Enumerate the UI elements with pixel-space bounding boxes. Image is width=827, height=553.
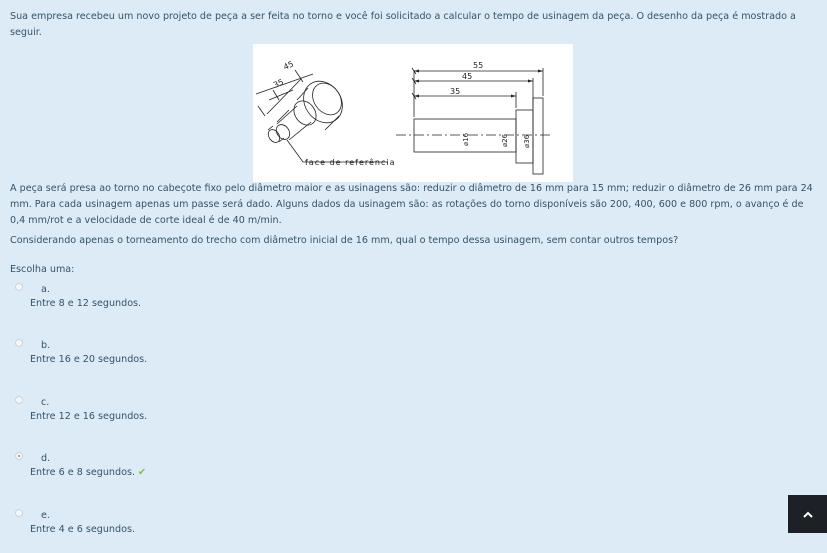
reference-face-label: face de referência — [305, 158, 396, 167]
technical-drawing — [253, 44, 573, 182]
option-d-text: Entre 6 e 8 segundos. — [30, 467, 136, 478]
option-c-letter: c. — [41, 397, 50, 408]
option-e-radio[interactable] — [15, 509, 23, 517]
scroll-to-top-button[interactable] — [788, 495, 827, 533]
option-b-letter: b. — [41, 340, 51, 351]
option-a-text[interactable]: Entre 8 e 12 segundos. — [30, 298, 142, 309]
choose-label: Escolha uma: — [10, 264, 75, 275]
option-a-letter: a. — [41, 284, 50, 295]
dimension-55: 55 — [473, 61, 484, 70]
question-intro: Sua empresa recebeu um novo projeto de peça a ser feita no torno e você foi solicitado a calcular o tempo de usinagem da peça. O desenho da peça é mostrado a seguir. — [10, 11, 796, 38]
option-a-radio[interactable] — [15, 283, 23, 291]
option-b-text[interactable]: Entre 16 e 20 segundos. — [30, 354, 148, 365]
diameter-16-label: ⌀16 — [462, 132, 470, 146]
option-c-radio[interactable] — [15, 396, 23, 404]
option-d-letter: d. — [41, 453, 51, 464]
option-c-text[interactable]: Entre 12 e 16 segundos. — [30, 411, 148, 422]
option-d-radio[interactable] — [15, 452, 23, 460]
chevron-up-icon — [803, 511, 813, 518]
option-e-letter: e. — [41, 510, 50, 521]
dimension-35: 35 — [450, 87, 461, 96]
question-details: A peça será presa ao torno no cabeçote fixo pelo diâmetro maior e as usinagens são: reduzir o diâmetro de 16 mm para 15 mm; reduzir o diâmetro de 26 mm para 24 mm. Para cada usinagem apenas um passe será dado. Alguns dados da usinagem são: as rotações do torno disponíveis são 200, 400, 600 e 800 rpm, o avanço é de 0,4 mm/rot e a velocidade de corte ideal é de 40 m/min. — [10, 183, 813, 226]
iso-dimension-45: 45 — [282, 59, 296, 72]
iso-dimension-35: 35 — [272, 77, 286, 90]
check-icon: ✔ — [138, 467, 147, 478]
diameter-36-label: ⌀36 — [523, 134, 531, 148]
dimension-45: 45 — [462, 72, 473, 81]
question-line: Considerando apenas o torneamento do trecho com diâmetro inicial de 16 mm, qual o tempo dessa usinagem, sem contar outros tempos? — [10, 235, 679, 246]
part-drawing — [253, 44, 573, 182]
option-e-text[interactable]: Entre 4 e 6 segundos. — [30, 524, 136, 535]
option-d-row[interactable] — [30, 467, 146, 478]
diameter-26-label: ⌀26 — [501, 133, 509, 147]
option-b-radio[interactable] — [15, 339, 23, 347]
